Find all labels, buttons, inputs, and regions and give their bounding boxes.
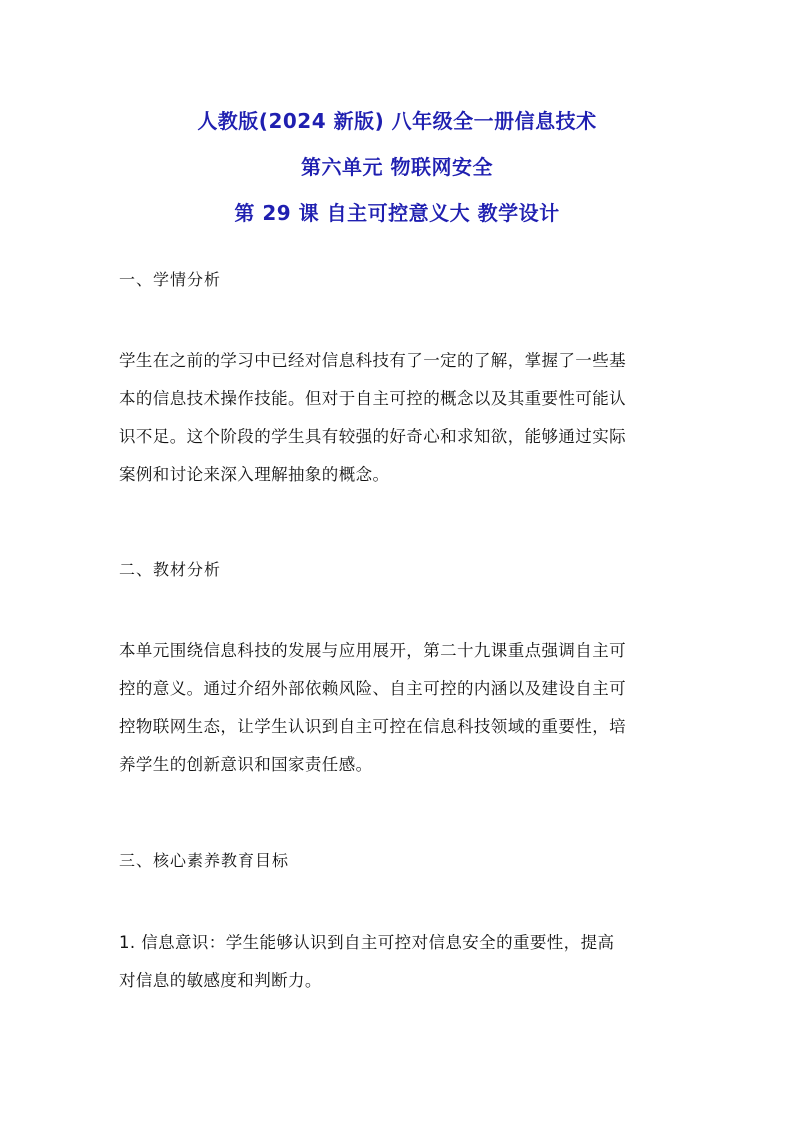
paragraph-core-literacy-goals [119,924,679,1000]
paragraph-line: 控的意义。通过介绍外部依赖风险、自主可控的内涵以及建设自主可 [119,679,626,698]
section-heading-core-literacy-goals: 三、核心素养教育目标 [119,851,290,870]
paragraph-line: 本的信息技术操作技能。但对于自主可控的概念以及其重要性可能认 [119,389,626,408]
title-line-unit: 第六单元 物联网安全 [301,155,493,179]
section-heading-textbook-analysis: 二、教材分析 [119,560,222,579]
paragraph-line: 1. 信息意识：学生能够认识到自主可控对信息安全的重要性，提高 [119,933,615,952]
paragraph-line: 养学生的创新意识和国家责任感。 [119,755,373,774]
paragraph-line: 本单元围绕信息科技的发展与应用展开，第二十九课重点强调自主可 [119,641,626,660]
document-title [0,104,794,242]
paragraph-line: 学生在之前的学习中已经对信息科技有了一定的了解，掌握了一些基 [119,351,626,370]
paragraph-textbook-analysis [119,632,679,784]
paragraph-line: 案例和讨论来深入理解抽象的概念。 [119,465,390,484]
title-line-textbook: 人教版(2024 新版) 八年级全一册信息技术 [197,109,597,133]
paragraph-line: 对信息的敏感度和判断力。 [119,971,322,990]
paragraph-learner-analysis [119,342,679,494]
paragraph-line: 识不足。这个阶段的学生具有较强的好奇心和求知欲，能够通过实际 [119,427,626,446]
title-line-lesson: 第 29 课 自主可控意义大 教学设计 [234,201,560,225]
section-heading-learner-analysis: 一、学情分析 [119,270,222,289]
paragraph-line: 控物联网生态，让学生认识到自主可控在信息科技领域的重要性，培 [119,717,626,736]
